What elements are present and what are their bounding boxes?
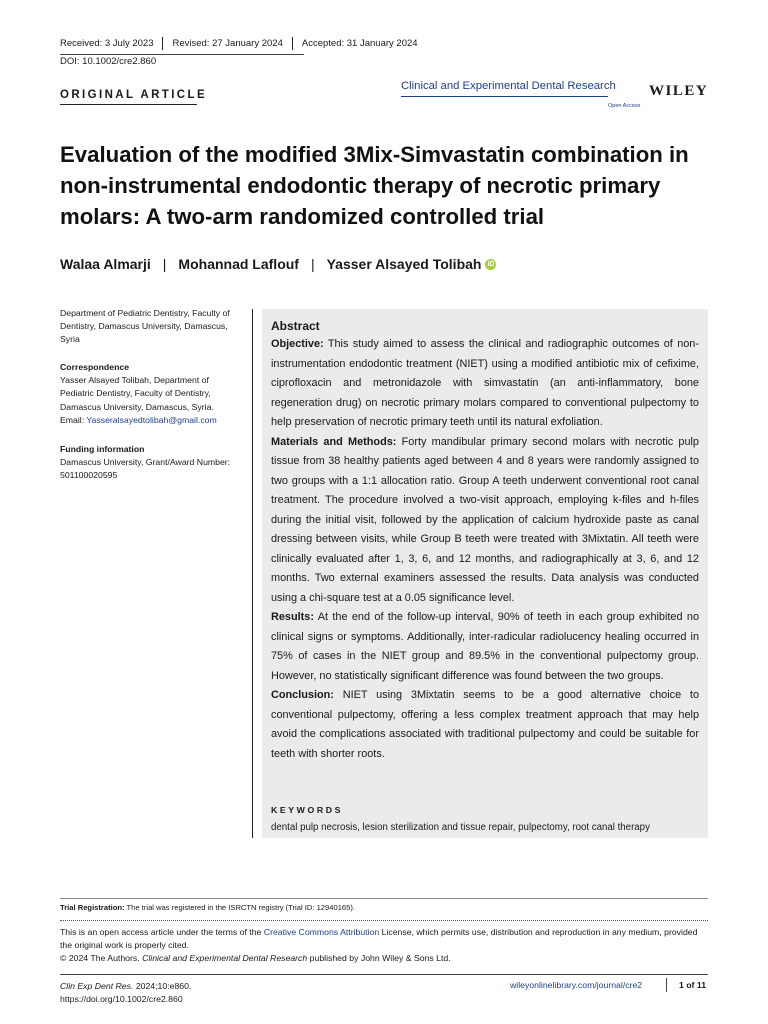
article-type-underline bbox=[60, 104, 197, 105]
header-rule bbox=[60, 54, 304, 55]
orcid-icon[interactable]: iD bbox=[487, 260, 495, 268]
trial-label: Trial Registration: bbox=[60, 903, 125, 912]
journal-url[interactable]: wileyonlinelibrary.com/journal/cre2 bbox=[510, 980, 643, 990]
methods-text: Forty mandibular primary second molars with necrotic pulp tissue from 38 healthy patients aged between 4 and 8 years were randomly assigned to two groups with a 1:1 allocation ratio. Group A teeth underwent conventional root canal treatment. The procedure involved a two-visit approach, employing k-files and h-files during the initial visit, followed by the application of calcium hydroxide paste as canal dressing between visits, while Group B teeth were treated with 3Mixtatin. All teeth were clinically evaluated after 1, 3, 6, and 12 months, and radiographically at 3, 6, and 12 months. Two external examiners assessed the results. Data analysis was conducted using a chi-square test at a 0.05 significance level. bbox=[271, 435, 699, 604]
license-link[interactable]: Creative Commons Attribution bbox=[263, 927, 380, 937]
author-name[interactable]: Mohannad Laflouf bbox=[178, 256, 299, 272]
divider bbox=[292, 37, 293, 50]
trial-registration bbox=[60, 903, 355, 912]
conclusion-text: NIET using 3Mixtatin seems to be a good alternative choice to conventional pulpectomy, offering a less complex treatment approach that may help avoid the complications associated with traditional pulpectomy and could be suitable for teeth with shorter roots. bbox=[271, 689, 699, 760]
license-prefix: This is an open access article under the terms of the bbox=[60, 927, 262, 937]
abstract-heading: Abstract bbox=[271, 319, 320, 333]
funding-heading: Funding information bbox=[60, 444, 145, 454]
citation-journal: Clin Exp Dent Res. bbox=[60, 981, 134, 991]
page-footer-rule bbox=[60, 974, 708, 975]
email-link[interactable]: Yasseralsayedtolibah@gmail.com bbox=[86, 414, 217, 425]
open-access-label: Open Access bbox=[608, 103, 641, 109]
keywords-heading: KEYWORDS bbox=[271, 805, 343, 815]
copyright-prefix: © 2024 The Authors. bbox=[60, 953, 140, 963]
revised-date: Revised: 27 January 2024 bbox=[172, 38, 283, 49]
article-type: ORIGINAL ARTICLE bbox=[60, 89, 208, 101]
received-date: Received: 3 July 2023 bbox=[60, 38, 154, 49]
license-notice bbox=[60, 926, 710, 965]
abstract-conclusion bbox=[271, 686, 699, 764]
affiliation: Department of Pediatric Dentistry, Faculty of Dentistry, Damascus University, Damascus, Syria bbox=[60, 308, 230, 345]
author-list bbox=[60, 256, 496, 272]
author-name[interactable]: Walaa Almarji bbox=[60, 256, 151, 272]
trial-text: The trial was registered in the ISRCTN registry (Trial ID: 12940165). bbox=[126, 903, 356, 912]
footer-rule bbox=[60, 898, 708, 899]
page-number: 1 of 11 bbox=[679, 980, 707, 990]
accepted-date: Accepted: 31 January 2024 bbox=[301, 38, 418, 49]
results-text: At the end of the follow-up interval, 90% of teeth in each group exhibited no clinical signs or symptoms. Additionally, inter-radicular radiolucency healing occurred in 75% of cases in the NIET group and 89.5% in the conventional pulpectomy group. However, no statistically significant difference was found between the two groups. bbox=[271, 611, 699, 682]
copyright-journal: Clinical and Experimental Dental Research bbox=[142, 953, 308, 963]
doi[interactable]: DOI: 10.1002/cre2.860 bbox=[60, 56, 157, 67]
correspondence-heading: Correspondence bbox=[60, 362, 130, 372]
objective-label: Objective: bbox=[271, 338, 324, 350]
dotted-divider bbox=[60, 920, 708, 921]
email-label: Email: bbox=[60, 414, 85, 425]
funding-text: Damascus University, Grant/Award Number: 501100020595 bbox=[60, 457, 231, 481]
funding-section bbox=[60, 443, 245, 483]
abstract-methods bbox=[271, 433, 699, 609]
journal-underline bbox=[401, 96, 608, 97]
divider bbox=[162, 37, 163, 50]
abstract-results bbox=[271, 608, 699, 686]
abstract bbox=[271, 317, 699, 764]
correspondence-text: Yasser Alsayed Tolibah, Department of Pediatric Dentistry, Faculty of Dentistry, Damascus University, Damascus, Syria. bbox=[60, 375, 214, 412]
license-suffix: License, which permits use, distribution and reproduction in any medium, provided the original work is properly cited. bbox=[60, 927, 698, 950]
citation bbox=[60, 980, 191, 1006]
author-name[interactable]: Yasser Alsayed Tolibah bbox=[326, 256, 482, 272]
footer-separator bbox=[666, 978, 667, 992]
objective-text: This study aimed to assess the clinical and radiographic outcomes of non-instrumentation endodontic treatment (NIET) using a modified antibiotic mix of cefixime, ciprofloxacin and metronidazole with simvastatin (an anti-inflammatory, bone regeneration drug) on necrotic primary molars compared to conventional pulpectomy to help preservation of necrotic primary teeth until its natural exfoliation. bbox=[271, 338, 699, 428]
article-title: Evaluation of the modified 3Mix-Simvastatin combination in non-instrumental endodontic therapy of necrotic primary molars: A two-arm randomized controlled trial bbox=[60, 142, 689, 229]
conclusion-label: Conclusion: bbox=[271, 689, 334, 701]
citation-doi[interactable]: https://doi.org/10.1002/cre2.860 bbox=[60, 994, 183, 1004]
methods-label: Materials and Methods: bbox=[271, 435, 397, 448]
author-separator: | bbox=[310, 256, 315, 272]
abstract-objective bbox=[271, 335, 699, 433]
journal-name[interactable]: Clinical and Experimental Dental Research bbox=[401, 80, 616, 92]
copyright-suffix: published by John Wiley & Sons Ltd. bbox=[309, 953, 451, 963]
abstract-divider bbox=[252, 309, 253, 838]
results-label: Results: bbox=[271, 611, 314, 623]
author-separator: | bbox=[162, 256, 167, 272]
publication-dates bbox=[60, 37, 418, 50]
keywords: dental pulp necrosis, lesion sterilization and tissue repair, pulpectomy, root canal therapy bbox=[271, 822, 650, 833]
correspondence-section bbox=[60, 361, 245, 427]
publisher-logo: WILEY bbox=[649, 83, 709, 99]
citation-volume: 2024;10:e860. bbox=[135, 981, 192, 991]
